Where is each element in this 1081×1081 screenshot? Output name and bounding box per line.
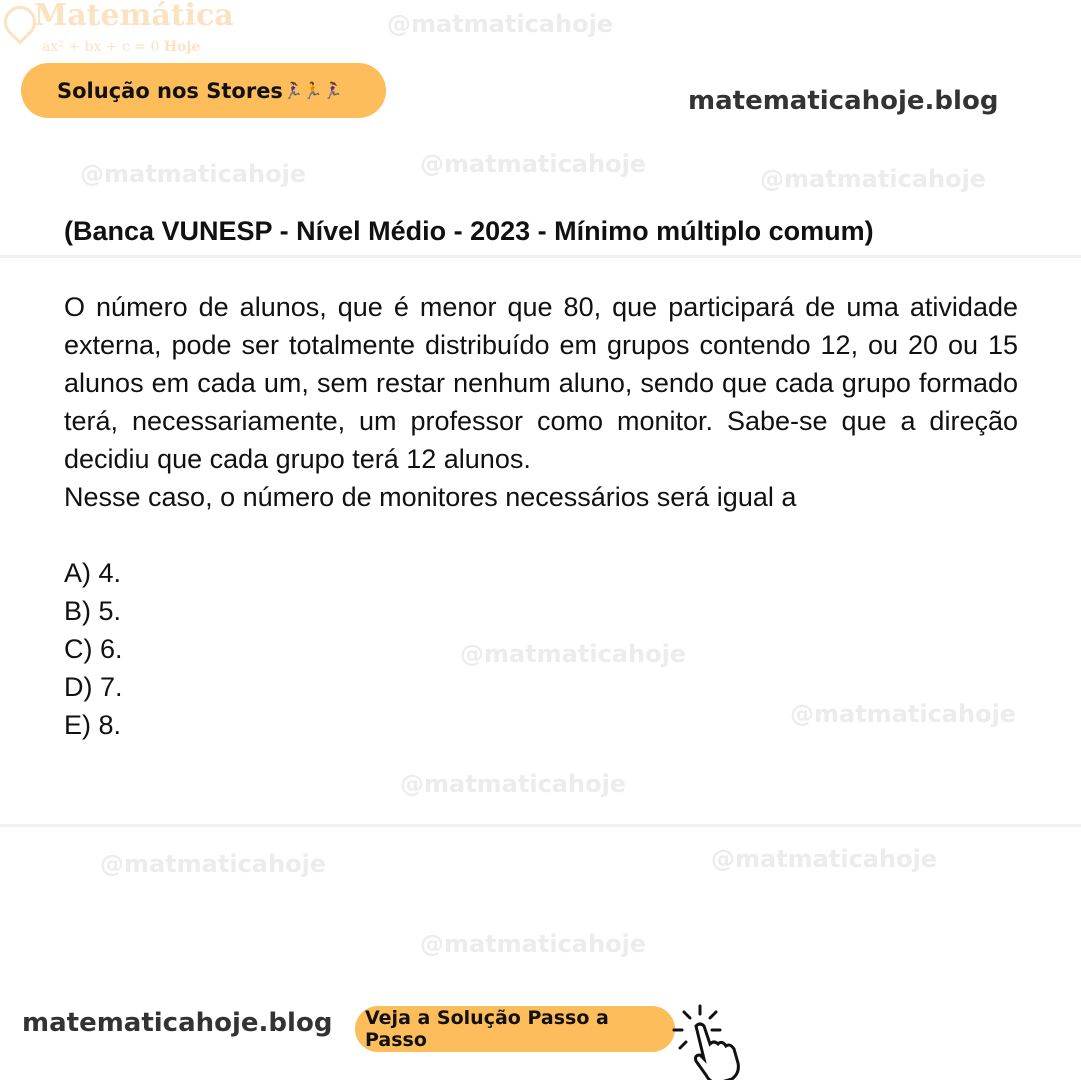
option-c[interactable]: C) 6. <box>64 634 123 664</box>
footer-site-url[interactable]: matematicahoje.blog <box>22 1008 333 1038</box>
watermark: @matmaticahoje <box>387 10 614 38</box>
logo-title: Matemática <box>34 0 234 33</box>
stores-button[interactable] <box>21 63 386 118</box>
pointing-hand-icon <box>672 1004 752 1080</box>
watermark: @matmaticahoje <box>400 770 627 798</box>
solution-button-label: Veja a Solução Passo a Passo <box>365 1007 609 1051</box>
divider <box>0 824 1081 827</box>
watermark: @matmaticahoje <box>420 930 647 958</box>
option-a[interactable]: A) 4. <box>64 558 122 588</box>
option-b[interactable]: B) 5. <box>64 596 122 626</box>
watermark: @matmaticahoje <box>711 845 938 873</box>
watermark: @matmaticahoje <box>760 165 987 193</box>
watermark: @matmaticahoje <box>420 150 647 178</box>
option-d[interactable]: D) 7. <box>64 672 123 702</box>
question-prompt: Nesse caso, o número de monitores necessários será igual a <box>64 482 797 512</box>
question-body: O número de alunos, que é menor que 80, que participará de uma atividade externa, pode ser totalmente distribuído em grupos contendo 12, ou 20 ou 15 alunos em cada um, sem restar nenhum aluno, sendo que cada grupo formado terá, necessariamente, um professor como monitor. Sabe-se que a direção decidiu que cada grupo terá 12 alunos. <box>64 292 1018 474</box>
logo-subtitle: ax² + bx + c = 0 Hoje <box>42 39 201 55</box>
site-url[interactable]: matematicahoje.blog <box>688 86 999 116</box>
watermark: @matmaticahoje <box>80 160 307 188</box>
option-e[interactable]: E) 8. <box>64 710 122 740</box>
answer-options <box>64 554 1018 744</box>
question <box>64 212 1018 744</box>
solution-button[interactable] <box>355 1006 675 1052</box>
runner-icons: 🏃‍♀️🏃🏃‍♀️ <box>282 81 343 100</box>
watermark: @matmaticahoje <box>100 850 327 878</box>
logo <box>2 2 232 58</box>
watermark: @matmaticahoje <box>460 640 687 668</box>
watermark: @matmaticahoje <box>790 700 1017 728</box>
question-title: (Banca VUNESP - Nível Médio - 2023 - Mínimo múltiplo comum) <box>64 216 874 246</box>
stores-button-label: Solução nos Stores <box>57 78 283 103</box>
